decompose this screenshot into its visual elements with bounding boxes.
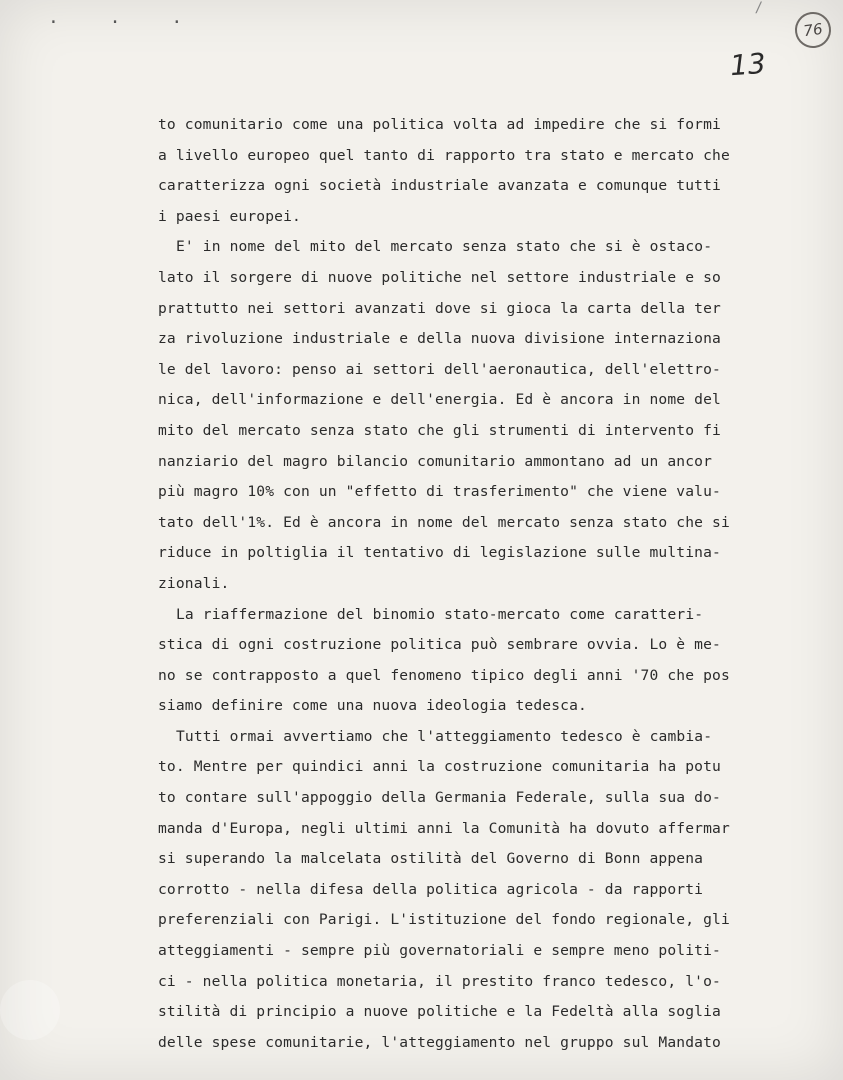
text-line: delle spese comunitarie, l'atteggiamento nel gruppo sul Mandato	[158, 1033, 721, 1051]
text-line: a livello europeo quel tanto di rapporto tra stato e mercato che	[158, 146, 730, 164]
text-line: stica di ogni costruzione politica può sembrare ovvia. Lo è me-	[158, 636, 721, 654]
text-line: Tutti ormai avvertiamo che l'atteggiamento tedesco è cambia-	[176, 727, 713, 745]
archive-watermark	[0, 980, 60, 1040]
text-line: ci - nella politica monetaria, il prestito franco tedesco, l'o-	[158, 972, 721, 990]
text-line: le del lavoro: penso ai settori dell'aeronautica, dell'elettro-	[158, 360, 721, 378]
text-line: stilità di principio a nuove politiche e la Fedeltà alla soglia	[158, 1003, 721, 1021]
text-line: to comunitario come una politica volta ad impedire che si formi	[158, 116, 721, 133]
text-line: tato dell'1%. Ed è ancora in nome del mercato senza stato che si	[158, 513, 730, 531]
text-line: manda d'Europa, negli ultimi anni la Comunità ha dovuto affermar	[158, 819, 730, 837]
text-line: riduce in poltiglia il tentativo di legislazione sulle multina-	[158, 544, 721, 562]
edge-mark: /	[754, 0, 763, 16]
text-line: più magro 10% con un "effetto di trasferimento" che viene valu-	[158, 483, 721, 501]
text-line: to contare sull'appoggio della Germania Federale, sulla sua do-	[158, 789, 721, 807]
body-text	[158, 110, 778, 1058]
text-line: E' in nome del mito del mercato senza stato che si è ostaco-	[176, 238, 713, 256]
archive-number-stamp: 76	[793, 10, 834, 51]
text-line: nanziario del magro bilancio comunitario ammontano ad un ancor	[158, 452, 713, 470]
text-line: corrotto - nella difesa della politica agricola - da rapporti	[158, 880, 704, 898]
text-line: si superando la malcelata ostilità del Governo di Bonn appena	[158, 850, 704, 868]
text-line: mito del mercato senza stato che gli strumenti di intervento fi	[158, 421, 721, 439]
text-line: zionali.	[158, 574, 230, 592]
text-line: za rivoluzione industriale e della nuova divisione internaziona	[158, 330, 721, 348]
text-line: lato il sorgere di nuove politiche nel settore industriale e so	[158, 268, 721, 286]
text-line: atteggiamenti - sempre più governatoriali e sempre meno politi-	[158, 942, 721, 960]
text-line: i paesi europei.	[158, 207, 301, 225]
text-line: caratterizza ogni società industriale avanzata e comunque tutti	[158, 177, 721, 195]
text-line: La riaffermazione del binomio stato-mercato come caratteri-	[176, 605, 704, 623]
corner-dots: · · ·	[48, 12, 203, 33]
text-line: preferenziali con Parigi. L'istituzione del fondo regionale, gli	[158, 911, 730, 929]
text-line: no se contrapposto a quel fenomeno tipico degli anni '70 che pos	[158, 666, 730, 684]
text-line: to. Mentre per quindici anni la costruzione comunitaria ha potu	[158, 758, 721, 776]
text-line: siamo definire come una nuova ideologia tedesca.	[158, 697, 587, 715]
text-line: prattutto nei settori avanzati dove si gioca la carta della ter	[158, 299, 721, 317]
page-number: 13	[728, 46, 767, 83]
text-line: nica, dell'informazione e dell'energia. Ed è ancora in nome del	[158, 391, 721, 409]
